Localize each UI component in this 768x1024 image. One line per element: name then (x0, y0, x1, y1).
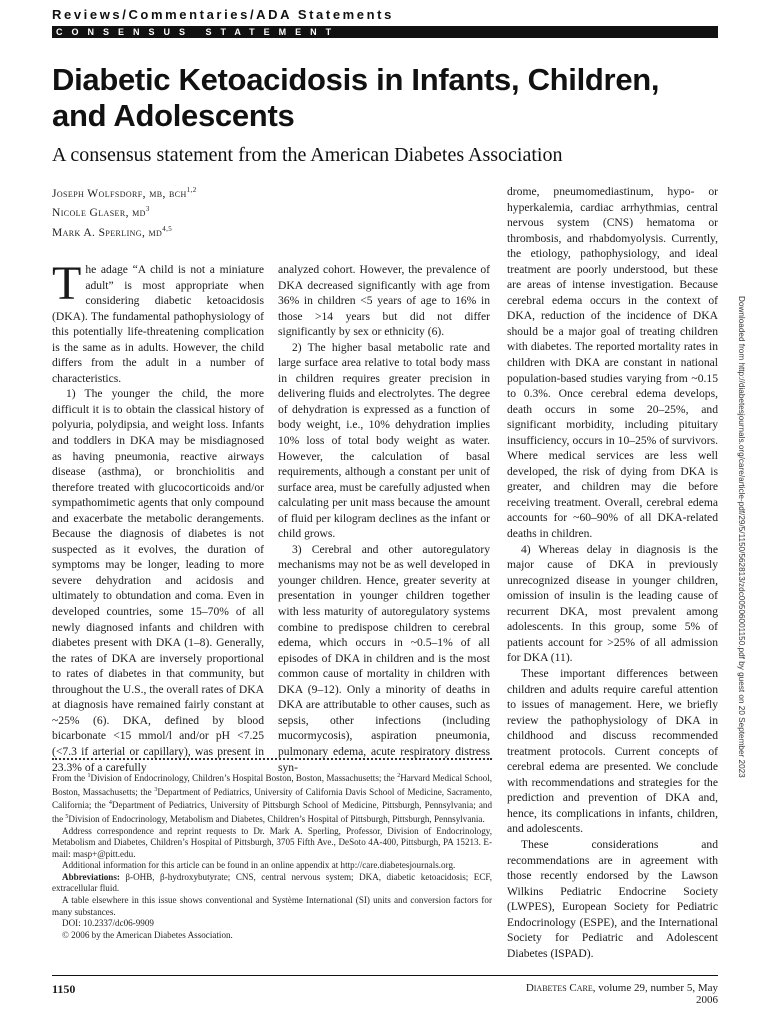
paragraph: These considerations and recommendations are in agreement with those recently endorsed by the Lawson Wilkins Pediatric Endocrine Society (LWPES), European Society for Pediatric Endocrinology (ESPE), and the International Society for Pediatric and Adolescent Diabetes (ISPAD). (507, 837, 718, 960)
paragraph: analyzed cohort. However, the prevalence of DKA decreased significantly with age from 36% in children <5 years of age to 16% in those >14 years but did not differ significantly by sex or ethnicity (6). (278, 263, 490, 339)
body-column-1 (52, 257, 264, 775)
paragraph: 3) Cerebral and other autoregulatory mechanisms may not be as well developed in younger children. Hence, greater severity at presentation in younger children together with less maturity of autoregulatory systems combine to predispose children to cerebral edema, which occurs in ~0.5–1% of all episodes of DKA in children and is the most common cause of mortality in children with DKA (9–12). Only a minority of deaths in DKA are attributable to other causes, such as sepsis, other infections (including mucormycosis), aspiration pneumonia, pulmonary edema, acute respiratory distress syn- (278, 542, 490, 774)
author: Mark A. Sperling, md$^{4,5}$ (52, 224, 173, 239)
paragraph: 1) The younger the child, the more difficult it is to obtain the classical history of polyuria, polydipsia, and weight loss. Infants and toddlers in DKA may be misdiagnosed as having pneumonia, reactive airways disease (asthma), or bronchiolitis and therefore treated with glucocorticoids and/or sympathomimetic agents that only compound and exacerbate the metabolic derangements. Because the diagnosis of diabetes is not suspected as it evolves, the duration of symptoms may be longer, leading to more severe dehydration and acidosis and ultimately to obtundation and coma. Even in developed countries, some 15–70% of all newly diagnosed infants and children with diabetes present with DKA (1–8). Generally, the rates of DKA are inversely proportional to rates of diabetes in that community, but throughout the U.S., the overall rates of DKA at diagnosis have remained fairly constant at ~25% (6). DKA, defined by blood bicarbonate <15 mmol/l and/or pH <7.25 (<7.3 if arterial or capillary), was present in 23.3% of a carefully (52, 387, 264, 774)
paragraph: 4) Whereas delay in diagnosis is the major cause of DKA in previously unrecognized disease in younger children, omission of insulin is the leading cause of recurrent DKA, most prevalent among adolescents. In this group, some 5% of patients account for >25% of all admission for DKA (11). (507, 542, 718, 665)
paragraph: The adage “A child is not a miniature adult” is most appropriate when considering diabetic ketoacidosis (DKA). The fundamental pathophysiology of this potentially life-threatening complication is the same as in adults. However, the child differs from the adult in a number of characteristics. (52, 257, 264, 385)
footnote-divider (52, 758, 492, 760)
correspondence: Address correspondence and reprint requests to Dr. Mark A. Sperling, Professor, Division of Endocrinology, Metabolism and Diabetes, Children’s Hospital of Pittsburgh, 3705 Fifth Ave., DeSoto 4A-400, Pittsburgh, PA 15213. E-mail: masp+@pitt.edu. (52, 825, 492, 859)
paragraph: drome, pneumomediastinum, hypo- or hyperkalemia, cardiac arrhythmias, central nervous system (CNS) hematoma or thrombosis, and rhabdomyolysis. Currently, the etiology, pathophysiology, and ideal treatment are poorly understood, but these are areas of intense investigation. Because cerebral edema occurs in the context of DKA, reduction of the incidence of DKA should be a major goal of treating children with diabetes. The reported mortality rates in children with DKA are constant in national population-based studies varying from ~0.15 to 0.3%. Once cerebral edema develops, death occurs in some 20–25%, and significant morbidity, including pituitary insufficiency, occurs in 10–25% of survivors. Where medical services are less well developed, the risk of dying from DKA is greater, and children may die before receiving treatment. Overall, cerebral edema accounts for ~60–90% of all DKA-related deaths in children. (507, 185, 718, 541)
article-type-bar: CONSENSUS STATEMENT (52, 26, 718, 38)
paragraph: 2) The higher basal metabolic rate and large surface area relative to total body mass in children requires greater precision in delivering fluids and electrolytes. The degree of dehydration is expressed as a function of body weight, i.e., 10% dehydration implies 10% loss of total body weight as water. However, the calculation of basal requirements, although a constant per unit of surface area, must be carefully adjusted when calculating per unit mass because the amount of fluid per kilogram declines as the infant or child grows. (278, 340, 490, 541)
footer-divider (52, 975, 718, 976)
article-title: Diabetic Ketoacidosis in Infants, Children, and Adolescents (52, 62, 660, 133)
affiliations: From the $^1$Division of Endocrinology, Children’s Hospital Boston, Boston, Massachusetts; the $^2$Harvard Medical School, Boston, Massachusetts; the $^3$Department of Pediatrics, University of California Davis School of Medicine, Sacramento, California; the $^4$Department of Pediatrics, University of Pittsburgh School of Medicine, Pittsburgh, Pennsylvania; and the $^5$Division of Endocrinology, Metabolism and Diabetes, Children’s Hospital of Pittsburgh, Pittsburgh, Pennsylvania. (52, 773, 492, 824)
journal-citation: Diabetes Care, volume 29, number 5, May 2006 (525, 982, 718, 1006)
body-column-2 (278, 262, 490, 775)
author-list (52, 183, 197, 241)
footnotes (52, 771, 492, 941)
author: Joseph Wolfsdorf, mb, bch$^{1,2}$ (52, 186, 197, 200)
section-header: Reviews/Commentaries/ADA Statements (52, 7, 394, 22)
article-subtitle: A consensus statement from the American Diabetes Association (52, 144, 563, 166)
drop-cap: T (52, 257, 82, 310)
page-number: 1150 (52, 982, 76, 996)
online-appendix-note: Additional information for this article can be found in an online appendix at http://care.diabetesjournals.org. (62, 860, 456, 871)
doi: DOI: 10.2337/dc06-9909 (62, 918, 154, 929)
copyright: © 2006 by the American Diabetes Association. (62, 929, 233, 940)
download-watermark: Downloaded from http://diabetesjournals.org/care/article-pdf/29/5/1150/562813/zdc00506001150.pdf by guest on 20 September 2023 (737, 296, 746, 778)
paragraph: These important differences between children and adults require careful attention to issues of management. Here, we briefly review the pathophysiology of DKA in childhood and discuss recommended treatment protocols. Current concepts of cerebral edema are presented. We conclude with recommendations and strategies for the prediction and prevention of DKA and, hence, its complications in infants, children, and adolescents. (507, 666, 718, 836)
author: Nicole Glaser, $md^3$ (52, 205, 150, 220)
si-units-note: A table elsewhere in this issue shows conventional and Système International (SI) units and conversion factors for many substances. (52, 895, 492, 917)
body-column-3 (507, 184, 718, 961)
abbreviations: Abbreviations: β-OHB, β-hydroxybutyrate; CNS, central nervous system; DKA, diabetic ketoacidosis; ECF, extracellular fluid. (52, 871, 492, 894)
